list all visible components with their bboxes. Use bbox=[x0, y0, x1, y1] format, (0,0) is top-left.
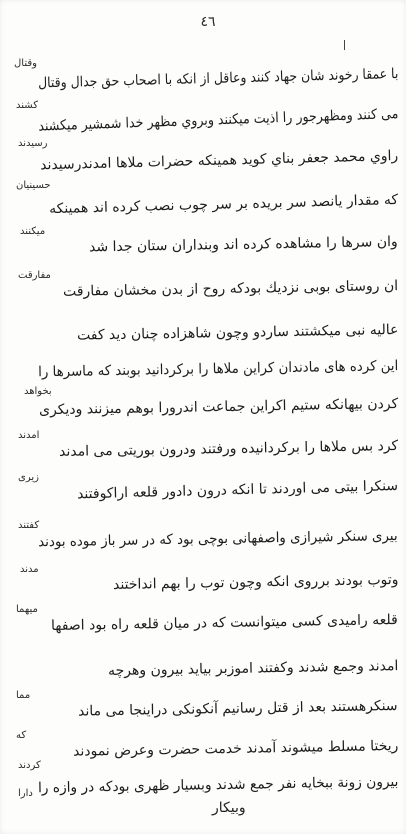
interlinear-gloss: بخواهد bbox=[24, 386, 52, 397]
interlinear-gloss: مما bbox=[16, 690, 31, 701]
manuscript-body bbox=[14, 58, 398, 798]
manuscript-line: كرد بس ملاها را بركردانيده ورفتند ودرون بوريتى مى امدند bbox=[58, 438, 399, 460]
interlinear-gloss: ميهما bbox=[16, 604, 38, 615]
manuscript-line: بيرون زونة ببخايه نفر جمع شدند وبسيار ظهرى بودكه در وازه را bbox=[37, 774, 399, 797]
interlinear-gloss: امدند bbox=[18, 430, 40, 441]
manuscript-line: اين كرده هاى مادندان كراين ملاها را بركردانيد بوبند كه ماسرها را bbox=[37, 358, 399, 381]
page-number: ٤٦ bbox=[200, 14, 216, 30]
manuscript-line: ان روستاى بوبى نزديك بودكه روح از بدن مخشان مفارقت bbox=[62, 278, 399, 300]
interlinear-gloss: رسيدند bbox=[18, 138, 48, 149]
manuscript-line: سنكرهستند بعد از قتل رسانيم آنكونكى دراينجا مى ماند bbox=[78, 698, 399, 720]
interlinear-gloss: كفتند bbox=[18, 520, 40, 531]
interlinear-gloss: كردند bbox=[18, 760, 41, 771]
manuscript-line: امدند وجمع شدند وكفتند اموزبر بيايد بيرون وهرچه bbox=[107, 658, 399, 680]
interlinear-gloss: حسينيان bbox=[16, 180, 51, 191]
manuscript-line: كردن بيهانكه ستيم اكراين جماعت اندرورا بوهم ميزنند وديكرى bbox=[38, 396, 399, 419]
interlinear-gloss: مدند bbox=[20, 564, 39, 575]
margin-mark bbox=[344, 40, 345, 50]
manuscript-line: سنكرا بيتى مى اوردند تا انكه درون دادور قلعه اراكوفتند bbox=[76, 478, 399, 503]
manuscript-line: ريختا مسلط ميشوند آمدند خدمت حضرت وعرض نمودند bbox=[72, 738, 399, 760]
interlinear-gloss: زيرى bbox=[18, 472, 39, 483]
interlinear-gloss: مفارقت bbox=[18, 270, 51, 281]
manuscript-line: راوي محمد جعفر بناي كويد همينكه حضرات ملاها امدندرسيدند bbox=[39, 148, 399, 174]
interlinear-gloss: كه bbox=[16, 730, 27, 741]
manuscript-line: كه مقدار يانصد سر بريده بر سر چوب نصب كرده اند همينكه bbox=[48, 192, 399, 218]
interlinear-gloss: دارا bbox=[18, 788, 33, 799]
manuscript-line: وتوب بودند برروى انكه وچون توب را بهم انداختند bbox=[112, 572, 399, 593]
manuscript-line: وان سرها را مشاهده كرده اند وبنداران ستان جدا شد bbox=[89, 234, 399, 256]
interlinear-gloss: كشند bbox=[16, 100, 38, 111]
interlinear-gloss: وقتال bbox=[14, 58, 37, 69]
closing-signature: وبيكار bbox=[212, 800, 246, 816]
manuscript-line: عاليه نبى ميكشتند ساردو وچون شاهزاده چنان ديد كفت bbox=[76, 322, 399, 344]
interlinear-gloss: ميكنند bbox=[20, 226, 46, 237]
manuscript-line: مى كنند ومظهرجور را اذيت ميكنند وبروي مظهر خدا شمشير ميكشند bbox=[37, 106, 399, 135]
manuscript-line: بيرى سنكر شيرازى واصفهانى بوچى بود كه در سر باز موده بودند bbox=[38, 528, 399, 551]
manuscript-line: قلعه راميدى كسى ميتوانست كه در ميان قلعه راه بود اصفها bbox=[51, 612, 399, 635]
manuscript-line: با عمقا رخوند شان جهاد كنند وعاقل از انكه با اصحاب حق جدال وقتال bbox=[37, 66, 399, 92]
